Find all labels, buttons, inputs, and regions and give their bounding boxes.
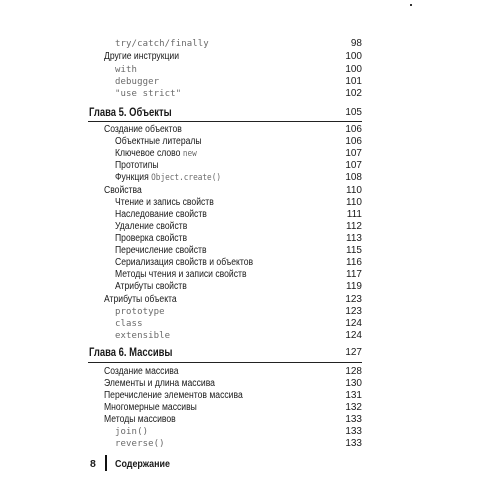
toc-entry-page: 124 [345,318,362,329]
toc-entry-page: 133 [345,414,362,425]
footer-section-label: Содержание [115,458,170,470]
toc-entry-label: Атрибуты объекта [104,294,177,305]
toc-entry-label: class [115,319,143,329]
toc-entry-create-objects[interactable] [0,124,500,136]
toc-entry-new-keyword[interactable] [0,148,500,160]
toc-entry-page: 133 [345,438,362,449]
toc-entry-label: debugger [115,77,160,87]
toc-entry-label: Проверка свойств [115,233,188,244]
toc-entry-read-write[interactable] [0,197,500,209]
toc-entry-label: "use strict" [115,89,182,99]
toc-entry-use-strict[interactable] [0,88,500,100]
toc-entry-extensible[interactable] [0,330,500,342]
toc-entry-object-create[interactable] [0,172,500,184]
toc-chapter-6[interactable] [0,346,500,360]
toc-entry-join[interactable] [0,426,500,438]
toc-entry-label: prototype [115,307,165,317]
toc-chapter-5[interactable] [0,106,500,120]
toc-entry-label: Атрибуты свойств [115,281,187,292]
toc-entry-object-literals[interactable] [0,136,500,148]
toc-entry-label: Свойства [104,185,142,196]
toc-entry-create-arrays[interactable] [0,366,500,378]
toc-entry-page: 112 [346,221,362,232]
toc-entry-page: 113 [346,233,362,244]
toc-entry-code: new [182,149,197,159]
toc-entry-code: Object.create() [151,173,222,183]
toc-entry-page: 110 [346,197,362,208]
toc-entry-multidimensional[interactable] [0,402,500,414]
toc-entry-debugger[interactable] [0,76,500,88]
toc-entry-page: 130 [345,378,362,389]
toc-entry-reverse[interactable] [0,438,500,450]
toc-entry-prototype[interactable] [0,306,500,318]
chapter-rule [88,362,362,363]
toc-entry-delete[interactable] [0,221,500,233]
toc-entry-page: 102 [345,88,362,99]
toc-entry-label: Прототипы [115,160,159,171]
chapter-page: 127 [345,347,362,358]
toc-entry-label: Элементы и длина массива [104,378,215,389]
toc-entry-properties[interactable] [0,185,500,197]
chapter-title: Глава 6. Массивы [89,347,173,359]
toc-entry-text: Ключевое слово [115,148,183,159]
toc-entry-class[interactable] [0,318,500,330]
toc-entry-label: Удаление свойств [115,221,188,232]
toc-entry-label: Другие инструкции [104,51,180,62]
toc-entry-label: Методы чтения и записи свойств [115,269,247,280]
toc-entry-object-attributes[interactable] [0,294,500,306]
toc-entry-label: try/catch/finally [115,39,209,49]
toc-entry-page: 111 [346,209,362,220]
toc-entry-label [115,148,197,160]
toc-entry-prototypes[interactable] [0,160,500,172]
toc-entry-page: 98 [350,38,362,49]
toc-entry-page: 117 [346,269,362,280]
toc-entry-label: with [115,65,138,75]
toc-entry-page: 132 [345,402,362,413]
toc-entry-enumerate[interactable] [0,245,500,257]
toc-entry-page: 119 [346,281,362,292]
toc-entry-label: Сериализация свойств и объектов [115,257,254,268]
toc-entry-serialize[interactable] [0,257,500,269]
footer-page-number: 8 [90,458,96,470]
toc-entry-label: Создание объектов [104,124,182,135]
toc-entry-page: 108 [345,172,362,183]
toc-entry-label: Объектные литералы [115,136,202,147]
toc-entry-page: 115 [346,245,362,256]
toc-entry-page: 116 [346,257,362,268]
toc-entry-array-methods[interactable] [0,414,500,426]
toc-entry-label: Чтение и запись свойств [115,197,214,208]
toc-entry-label: Перечисление свойств [115,245,207,256]
toc-entry-check[interactable] [0,233,500,245]
chapter-page: 105 [345,107,362,118]
toc-entry-accessors[interactable] [0,269,500,281]
toc-entry-property-attributes[interactable] [0,281,500,293]
toc-entry-inheritance[interactable] [0,209,500,221]
toc-entry-enumerate-arrays[interactable] [0,390,500,402]
toc-entry-page: 123 [345,306,362,317]
toc-entry-page: 107 [345,148,362,159]
footer-divider [105,455,107,471]
toc-entry-label: Перечисление элементов массива [104,390,243,401]
toc-entry-elements-length[interactable] [0,378,500,390]
toc-entry-page: 100 [345,51,362,62]
toc-entry-label: join() [115,427,149,437]
toc-entry-page: 133 [345,426,362,437]
toc-entry-page: 101 [345,76,362,87]
toc-entry-label: Методы массивов [104,414,176,425]
toc-entry-label: reverse() [115,439,165,449]
toc-entry-page: 100 [345,64,362,75]
toc-entry-page: 124 [345,330,362,341]
chapter-rule [88,121,362,122]
toc-entry-page: 123 [345,294,362,305]
toc-entry-label: Создание массива [104,366,179,377]
toc-entry-page: 131 [345,390,362,401]
toc-entry-page: 110 [346,185,362,196]
toc-entry-text: Функция [115,172,152,183]
toc-entry-page: 106 [345,136,362,147]
toc-entry-page: 128 [345,366,362,377]
toc-entry-page: 107 [345,160,362,171]
toc-entry-label [115,172,221,184]
toc-entry-label: Многомерные массивы [104,402,197,413]
toc-entry-with[interactable] [0,64,500,76]
toc-entry-try-catch[interactable] [0,38,500,50]
toc-entry-other-statements[interactable] [0,51,500,63]
toc-entry-page: 106 [345,124,362,135]
toc-entry-label: extensible [115,331,171,341]
chapter-title: Глава 5. Объекты [89,107,172,119]
toc-entry-label: Наследование свойств [115,209,207,220]
